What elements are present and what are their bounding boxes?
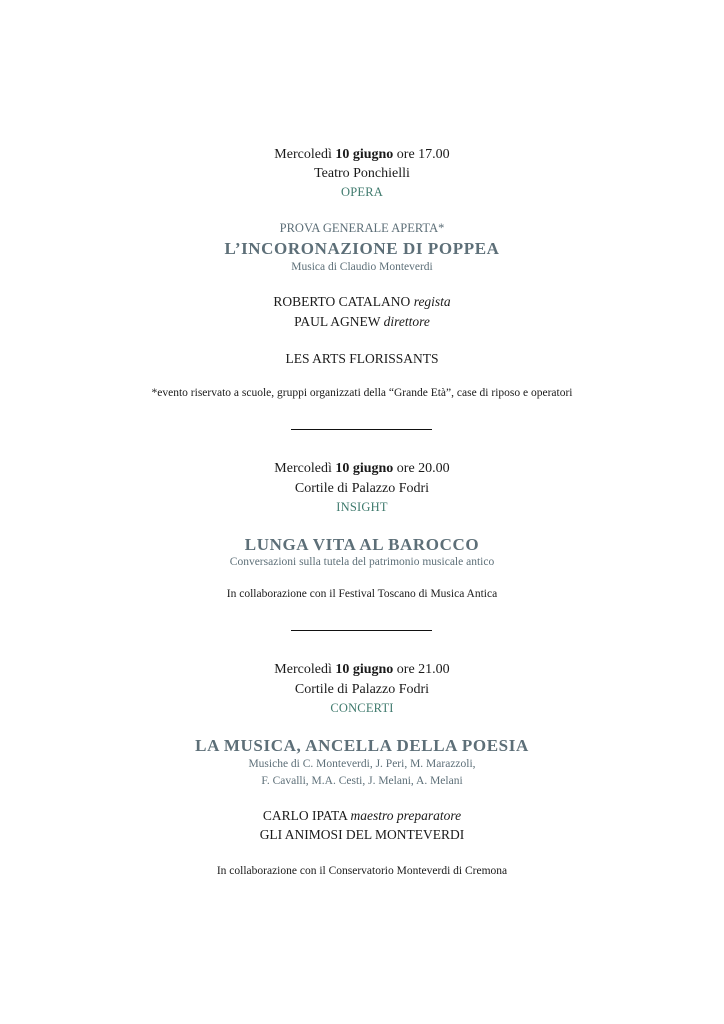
event-venue: Teatro Ponchielli bbox=[314, 166, 410, 181]
event-category: CONCERTI bbox=[330, 701, 394, 715]
credit-conductor: PAUL AGNEW direttore bbox=[294, 314, 430, 329]
event-date: Mercoledì 10 giugno ore 20.00 bbox=[274, 461, 450, 476]
event-subtitle: Conversazioni sulla tutela del patrimonio musicale antico bbox=[229, 556, 495, 568]
event-venue: Cortile di Palazzo Fodri bbox=[294, 682, 430, 697]
event-collaboration: In collaborazione con il Conservatorio Monteverdi di Cremona bbox=[216, 865, 508, 877]
event-composers-line1: Musiche di C. Monteverdi, J. Peri, M. Marazzoli, bbox=[248, 758, 476, 770]
event-title: LUNGA VITA AL BAROCCO bbox=[244, 535, 480, 554]
section-divider bbox=[291, 630, 432, 631]
event-category: INSIGHT bbox=[336, 500, 388, 514]
event-pretitle: PROVA GENERALE APERTA* bbox=[279, 221, 445, 235]
section-divider bbox=[291, 429, 432, 430]
event-title: L’INCORONAZIONE DI POPPEA bbox=[224, 239, 500, 258]
event-title: LA MUSICA, ANCELLA DELLA POESIA bbox=[195, 736, 529, 755]
event-collaboration: In collaborazione con il Festival Toscano di Musica Antica bbox=[226, 588, 498, 600]
credit-preparer: CARLO IPATA maestro preparatore bbox=[262, 808, 462, 823]
event-venue: Cortile di Palazzo Fodri bbox=[294, 481, 430, 496]
event-category: OPERA bbox=[341, 185, 383, 199]
event-date: Mercoledì 10 giugno ore 21.00 bbox=[274, 662, 450, 677]
event-composers-line2: F. Cavalli, M.A. Cesti, J. Melani, A. Melani bbox=[261, 775, 463, 787]
credit-director: ROBERTO CATALANO regista bbox=[273, 294, 451, 309]
event-ensemble: GLI ANIMOSI DEL MONTEVERDI bbox=[259, 827, 465, 842]
event-date: Mercoledì 10 giugno ore 17.00 bbox=[274, 147, 450, 162]
event-note: *evento riservato a scuole, gruppi organizzati della “Grande Età”, case di riposo e operatori bbox=[151, 387, 573, 399]
event-subtitle: Musica di Claudio Monteverdi bbox=[291, 261, 433, 273]
event-ensemble: LES ARTS FLORISSANTS bbox=[285, 351, 439, 366]
